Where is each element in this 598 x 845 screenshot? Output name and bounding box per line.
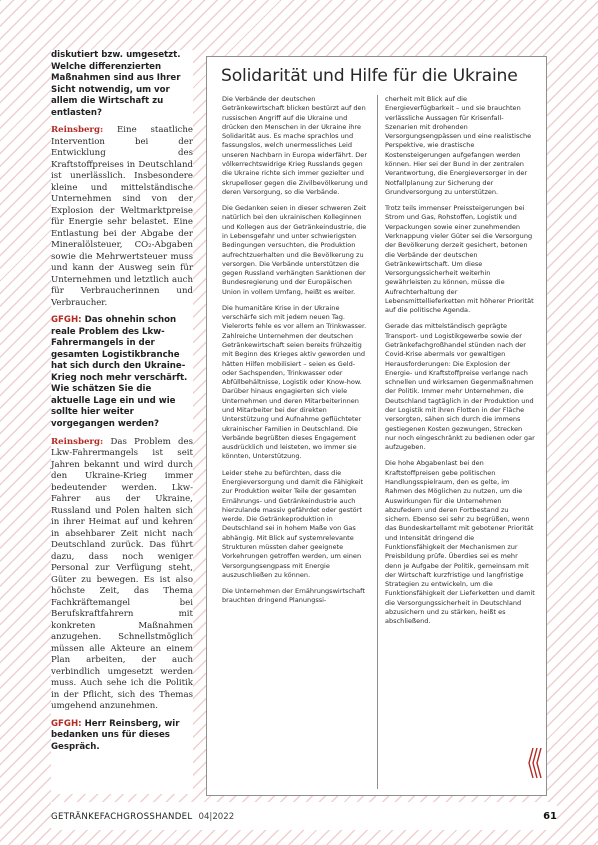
speaker-label: GFGH: [51, 315, 82, 326]
interview-question [51, 315, 193, 430]
interview-question [51, 50, 193, 119]
sidebar-column-1 [222, 95, 372, 613]
speaker-label: Reinsberg: [51, 125, 104, 136]
publication-title: GETRÄNKEFACHGROSSHANDEL [51, 812, 193, 822]
interview-question [51, 719, 193, 754]
paragraph: Gerade das mittelständisch geprägte Transport- und Logistikgewerbe sowie der Getränkefachgroßhandel stünden nach der Covid-Krise abermals vor gewaltigen Herausforderungen: Die Explosion der Energie- und Kraftstoffpreise verlange nach schnellen und wirksamen Gegenmaßnahmen der Politik. Immer mehr Unternehmen, die Deutschland tagtäglich in der Produktion und der Logistik mit ihren Flotten in der Fläche versorgten, sähen sich durch die immens gestiegenen Kosten gezwungen, Strecken nur noch eingeschränkt zu bedienen oder gar aufzugeben. [385, 322, 535, 452]
interview-column [51, 50, 193, 794]
speaker-label: GFGH: [51, 718, 82, 729]
paragraph: cherheit mit Blick auf die Energieverfügbarkeit – und sie brauchten verlässliche Aussagen für Krisenfall-Szenarien mit drohenden Versorgungsengpässen und eine realistische Perspektive, wie drastische Kostensteigerungen aufgefangen werden können. Hier sei der Bund in der zentralen Verantwortung, die Energieversorger in der Notfallplanung zur Sicherung der Grundversorgung zu unterstützen. [385, 95, 532, 196]
paragraph: Die hohe Abgabenlast bei den Kraftstoffpreisen gebe politischen Handlungsspielraum, den es gelte, im Rahmen des Möglichen zu nutzen, um die Auswirkungen für die Unternehmen abzufedern und deren Fortbestand zu sichern. Ebenso sei sehr zu begrüßen, wenn das Bundeskartellamt mit gebotener Priorität und Intensität dringend die Funktionsfähigkeit der Mechanismen zur Preisbildung prüfe. Überdies sei es mehr denn je Aufgabe der Politik, gemeinsam mit der Wirtschaft kurzfristige und langfristige Strategien zu entwickeln, um die Funktionsfähigkeit der Lieferketten und damit die Versorgungssicherheit in Deutschland abzusichern und zu stärken, heißt es abschließend. [385, 459, 535, 626]
answer-text: Das Problem des Lkw-Fahrermangels ist seit Jahren bekannt und wird durch den Ukraine-Krieg immer bedeutender werden. Lkw-Fahrer aus der Ukraine, Russland und Polen halten sich in ihrer Heimat auf und kehren in absehbarer Zeit nicht nach Deutschland zurück. Das führt dazu, dass noch weniger Personal zur Verfügung steht, Güter zu bewegen. Es ist also höchste Zeit, das Thema Fachkräftemangel bei Berufskraftfahrern mit konkreten Maßnahmen anzugehen. Schnellstmöglich müssen alle Akteure an einem Plan arbeiten, der auch verbindlich umgesetzt werden muss. Auch sehe ich die Politik in der Pflicht, sich des Themas umgehend anzunehmen. [51, 436, 194, 712]
issue-number: 04|2022 [198, 812, 235, 822]
paragraph: Leider stehe zu befürchten, dass die Energieversorgung und damit die Fähigkeit zur Produktion weiter Teile der gesamten Ernährungs- und Getränkeindustrie auch hierzulande massiv gefährdet oder gestört werde. Die Getränkeproduktion in Deutschland sei in hohem Maße von Gas abhängig. Mit Blick auf systemrelevante Strukturen müssten daher geeignete Vorkehrungen getroffen werden, um einen Versorgungsengpass mit Energie auszuschließen zu können. [222, 468, 364, 579]
sidebar-column-2 [385, 95, 535, 633]
sidebar-title: Solidarität und Hilfe für die Ukraine [221, 66, 518, 86]
question-text: Das ohnehin schon reale Problem des Lkw-Fahrermangels in der gesamten Logistikbranche hat sich durch den Ukraine-Krieg noch mehr verschärft. Wie schätzen Sie die aktuelle Lage ein und wie sollte hier weiter vorgegangen werden? [51, 315, 188, 429]
paragraph: Die Unternehmen der Ernährungswirtschaft brauchten dringend Planungssi- [222, 587, 365, 605]
paragraph: Die humanitäre Krise in der Ukraine verschärfe sich mit jedem neuen Tag. Vielerorts fehle es vor allem an Trinkwasser. Zahlreiche Unternehmen der deutschen Getränkewirtschaft seien bereits frühzeitig mit Beginn des Krieges aktiv geworden und hätten Hilfen mobilisiert – seien es Geld- oder Sachspenden, Trinkwasser oder Abfüllbehältnisse, Logistik oder Know-how. Darüber hinaus engagierten sich viele Unternehmen und deren Mitarbeiterinnen und Mitarbeiter bei der direkten Unterstützung und Aufnahme geflüchteter ukrainischer Familien in Deutschland. Die Verbände begrüßten dieses Engagement ausdrücklich und leisteten, wo immer sie könnten, Unterstützung. [222, 303, 367, 461]
interview-answer [51, 437, 193, 713]
paragraph: Die Verbände der deutschen Getränkewirtschaft blicken bestürzt auf den russischen Angriff auf die Ukraine und drücken den Menschen in der Ukraine ihre Solidarität aus. Es mache sprachlos und fassungslos, welch unermessliches Leid unseren Nachbarn in Europa widerfährt. Der völkerrechtswidrige Krieg Russlands gegen die Ukraine richte sich immer gezielter und skrupelloser gegen die Zivilbevölkerung und deren Versorgung, so die Verbände. [222, 95, 368, 196]
paragraph: Trotz teils immenser Preissteigerungen bei Strom und Gas, Rohstoffen, Logistik und Verpackungen sowie einer zunehmenden Verknappung vieler Güter sei die Versorgung der Bevölkerung derzeit gesichert, betonen die Verbände der deutschen Getränkewirtschaft. Um diese Versorgungssicherheit weiterhin gewährleisten zu können, müsse die Aufrechterhaltung der Lebensmittellieferketten mit höherer Priorität auf die politische Agenda. [385, 204, 534, 315]
triple-chevron-left-icon [528, 747, 542, 779]
question-text: Herr Reinsberg, wir bedanken uns für dieses Gespräch. [51, 718, 180, 752]
publication-name [51, 812, 234, 822]
answer-text: Eine staatliche Intervention bei der Entwicklung des Kraftstoffpreises in Deutschland ist unerlässlich. Insbesondere kleine und mittelständische Unternehmen sind von der Explosion der Weltmarktpreise für Energie sehr belastet. Eine Entlastung bei der Abgabe der Mineralölsteuer, CO₂-Abgaben sowie die Mehrwertsteuer muss und kann der Ausweg sein für Unternehmen und letztlich auch für Verbraucherinnen und Verbraucher. [51, 125, 194, 308]
question-text: diskutiert bzw. umgesetzt. Welche differenzierten Maßnahmen sind aus Ihrer Sicht notwendig, um vor allem die Wirtschaft zu entlasten? [51, 50, 181, 118]
speaker-label: Reinsberg: [51, 436, 104, 447]
page-footer [51, 802, 557, 830]
column-divider [377, 95, 378, 789]
paragraph: Die Gedanken seien in dieser schweren Zeit natürlich bei den ukrainischen Kolleginnen und Kollegen aus der Getränkeindustrie, die in Lebensgefahr und unter schwierigsten Bedingungen versuchten, die Produktion aufrechtzuerhalten und die Bevölkerung zu versorgen. Die Verbände unterstützen die gegen Russland verhängten Sanktionen der Bundesregierung und der Europäischen Union in vollem Umfang, heißt es weiter. [222, 204, 367, 296]
sidebar-box [206, 56, 547, 796]
interview-answer [51, 125, 193, 309]
page-number: 61 [543, 811, 557, 822]
